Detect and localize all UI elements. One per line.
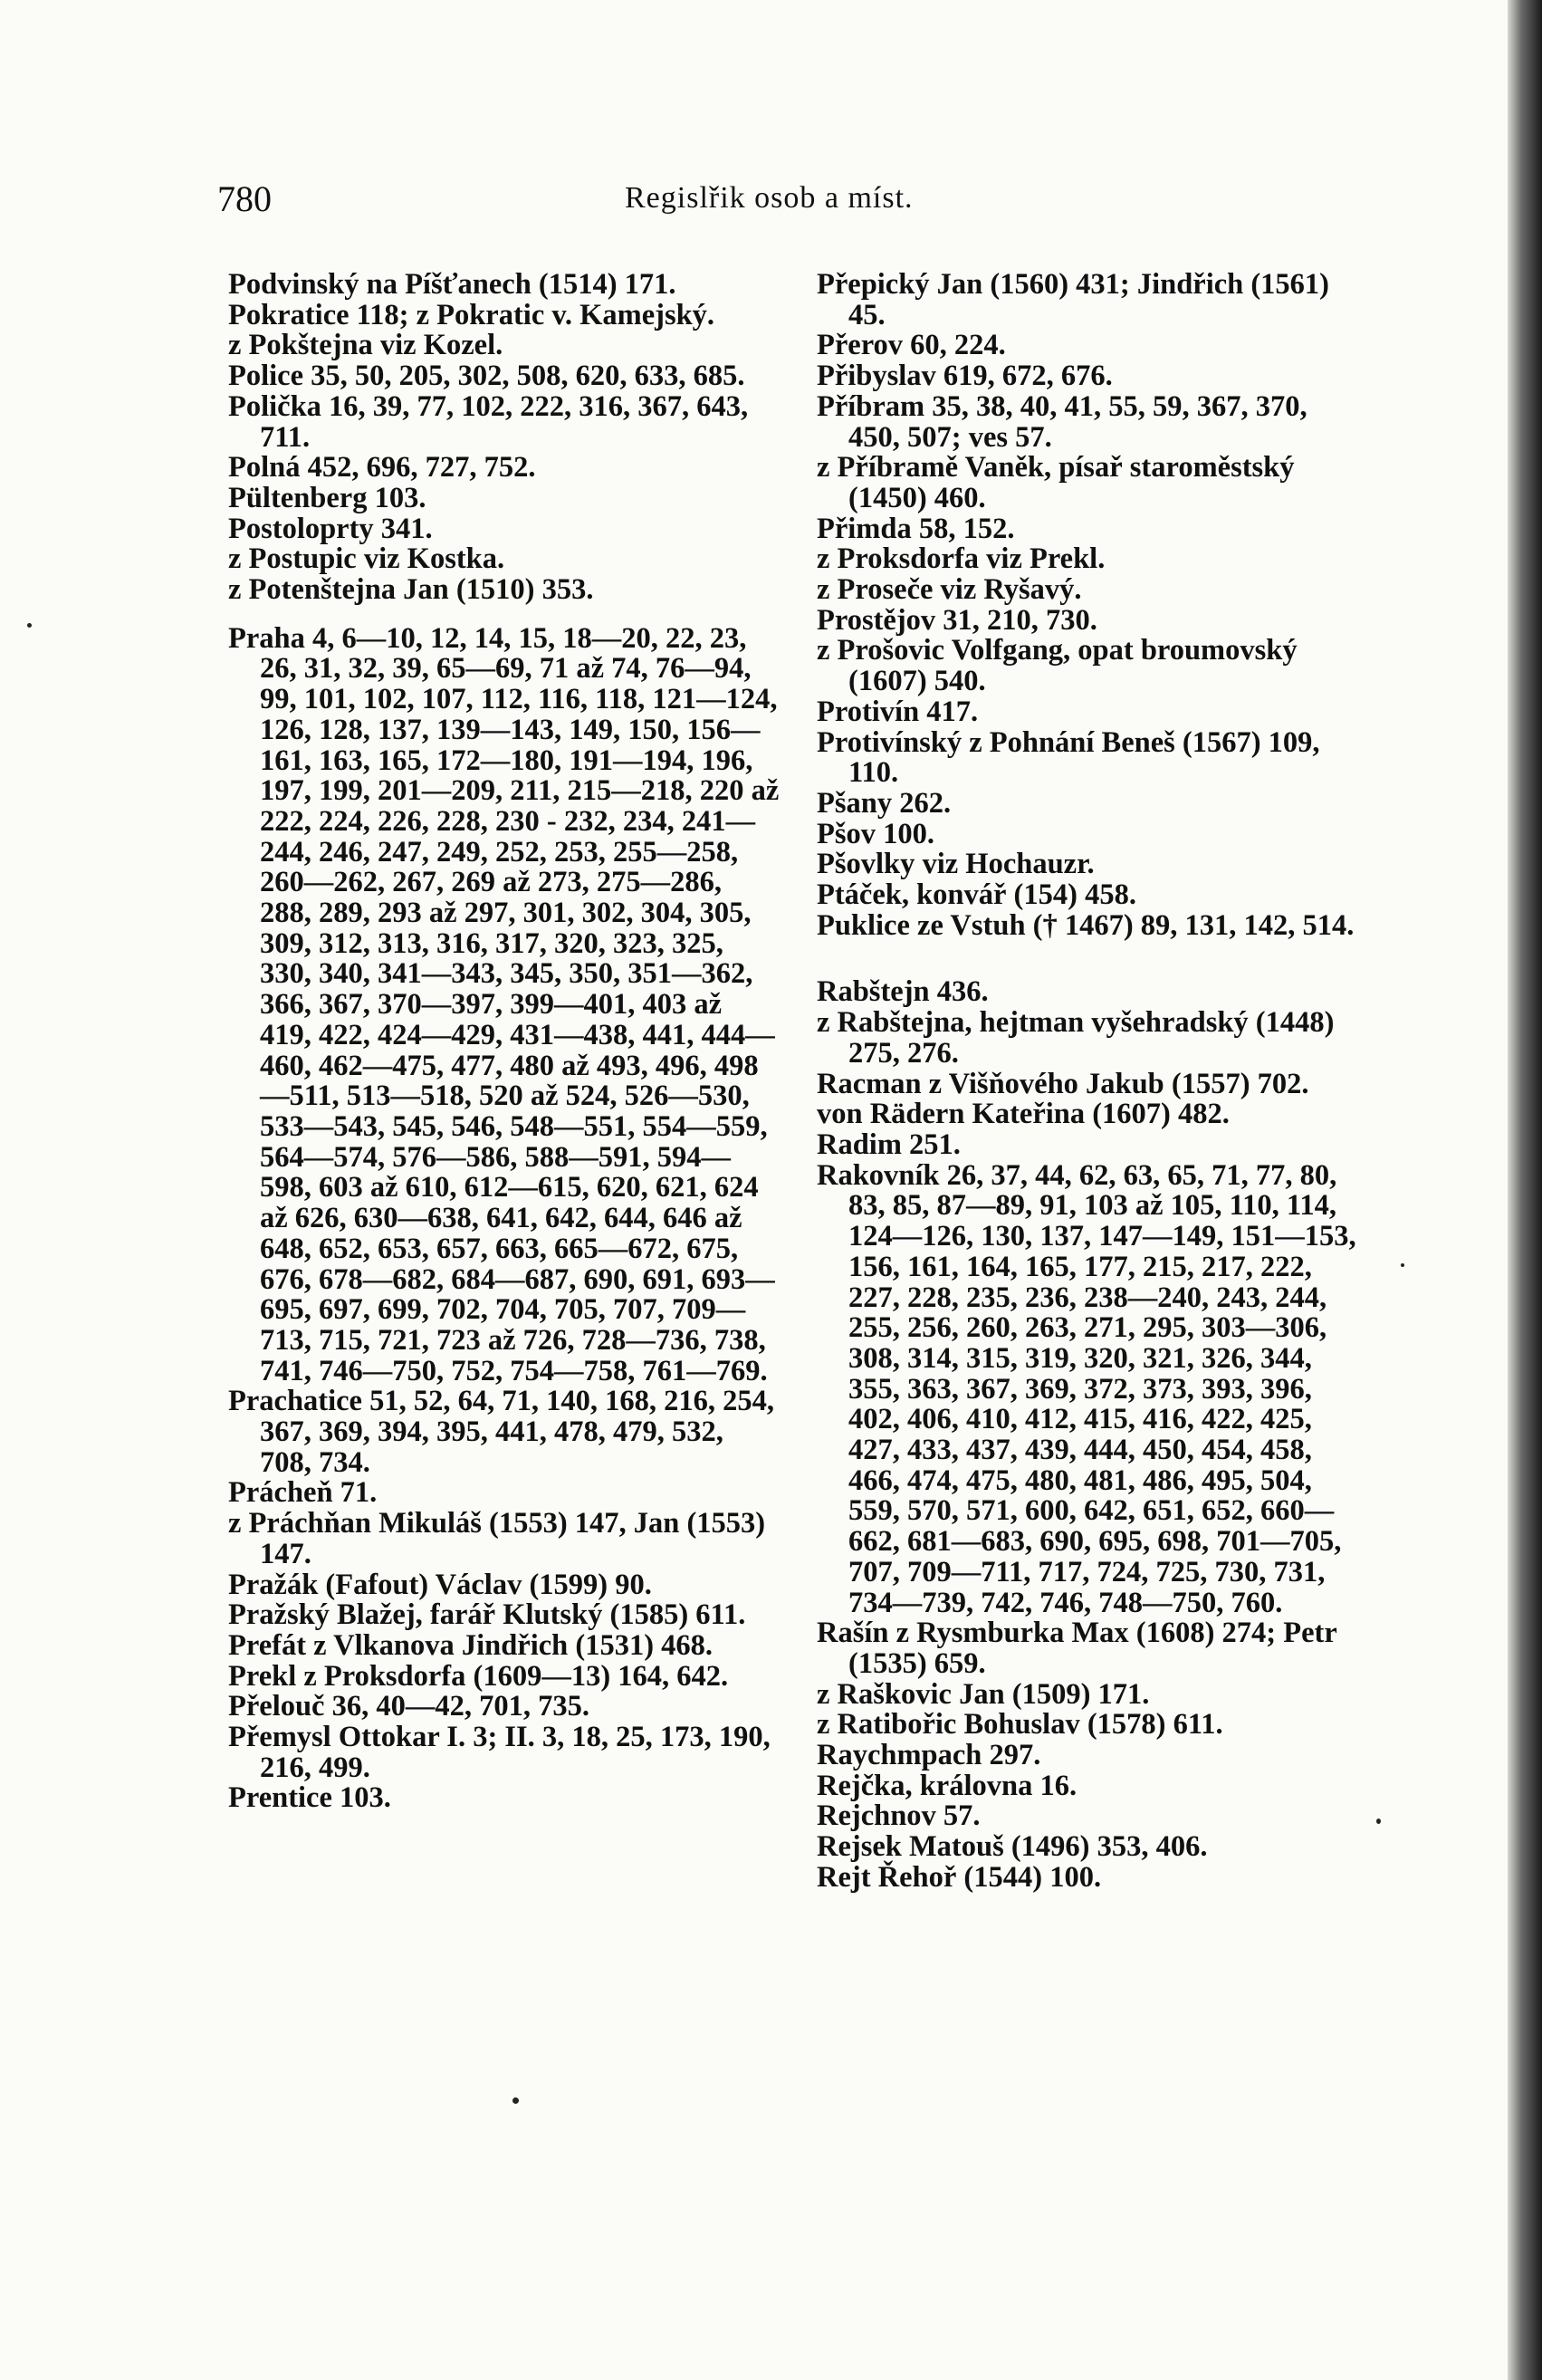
- index-entry: Praha 4, 6—10, 12, 14, 15, 18—20, 22, 23, 26, 31, 32, 39, 65—69, 71 až 74, 76—94, 99, 101, 102, 107, 112, 116, 118, 121—124, 126, 128, 137, 139—143, 149, 150, 156—161, 163, 165, 172—180, 191—194, 196, 197, 199, 201—209, 211, 215—218, 220 až 222, 224, 226, 228, 230 - 232, 234, 241—244, 246, 247, 249, 252, 253, 255—258, 260—262, 267, 269 až 273, 275—286, 288, 289, 293 až 297, 301, 302, 304, 305, 309, 312, 313, 316, 317, 320, 323, 325, 330, 340, 341—343, 345, 350, 351—362, 366, 367, 370—397, 399—401, 403 až 419, 422, 424—429, 431—438, 441, 444—460, 462—475, 477, 480 až 493, 496, 498—511, 513—518, 520 až 524, 526—530, 533—543, 545, 546, 548—551, 554—559, 564—574, 576—586, 588—591, 594—598, 603 až 610, 612—615, 620, 621, 624 až 626, 630—638, 641, 642, 644, 646 až 648, 652, 653, 657, 663, 665—672, 675, 676, 678—682, 684—687, 690, 691, 693—695, 697, 699, 702, 704, 705, 707, 709—713, 715, 721, 723 až 726, 728—736, 738, 741, 746—750, 752, 754—758, 761—769.: [228, 621, 780, 1387]
- index-entry: Rašín z Rysmburka Max (1608) 274; Petr (1535) 659.: [817, 1617, 1337, 1680]
- index-entry: Přerov 60, 224.: [817, 329, 1006, 362]
- index-entry: Podvinský na Píšťanech (1514) 171.: [228, 268, 676, 301]
- index-entry: z Příbramě Vaněk, písař staroměstský (1450) 460.: [817, 451, 1295, 514]
- index-entry: Rejsek Matouš (1496) 353, 406.: [817, 1830, 1208, 1864]
- index-entry: Přimda 58, 152.: [817, 512, 1015, 545]
- index-entry: Prachatice 51, 52, 64, 71, 140, 168, 216, 254, 367, 369, 394, 395, 441, 478, 479, 532, 708, 734.: [228, 1385, 774, 1479]
- index-entry: Protivínský z Pohnání Beneš (1567) 109, 110.: [817, 725, 1320, 790]
- index-entry: Pražák (Fafout) Václav (1599) 90.: [228, 1568, 652, 1601]
- index-entry: Prácheň 71.: [228, 1476, 378, 1510]
- index-entry: z Potenštejna Jan (1510) 353.: [228, 573, 594, 607]
- index-entry: z Práchňan Mikuláš (1553) 147, Jan (1553) 147.: [228, 1507, 766, 1570]
- index-entry: Přibyslav 619, 672, 676.: [817, 360, 1113, 393]
- index-entry: Příbram 35, 38, 40, 41, 55, 59, 367, 370, 450, 507; ves 57.: [817, 389, 1307, 454]
- index-entry: Přepický Jan (1560) 431; Jindřich (1561) 45.: [817, 268, 1330, 331]
- index-entry: Prentice 103.: [228, 1781, 391, 1815]
- page-header: [217, 178, 1358, 232]
- index-entry: von Rädern Kateřina (1607) 482.: [817, 1098, 1230, 1131]
- index-entry: z Prošovic Volfgang, opat broumovský (1607) 540.: [817, 634, 1298, 698]
- index-entry: Ptáček, konvář (154) 458.: [817, 878, 1136, 912]
- index-entry: Rakovník 26, 37, 44, 62, 63, 65, 71, 77, 80, 83, 85, 87—89, 91, 103 až 105, 110, 114, 124—126, 130, 137, 147—149, 151—153, 156, 161, 164, 165, 177, 215, 217, 222, 227, 228, 235, 236, 238—240, 243, 244, 255, 256, 260, 263, 271, 295, 303—306, 308, 314, 315, 319, 320, 321, 326, 344, 355, 363, 367, 369, 372, 373, 393, 396, 402, 406, 410, 412, 415, 416, 422, 425, 427, 433, 437, 439, 444, 450, 454, 458, 466, 474, 475, 480, 481, 486, 495, 504, 559, 570, 571, 600, 642, 651, 652, 660—662, 681—683, 690, 695, 698, 701—705, 707, 709—711, 717, 724, 725, 730, 731, 734—739, 742, 746, 748—750, 760.: [817, 1158, 1356, 1619]
- index-entry: Rejčka, královna 16.: [817, 1769, 1077, 1802]
- index-entry: z Raškovic Jan (1509) 171.: [817, 1677, 1150, 1711]
- running-head: Regislřik osob a míst.: [625, 181, 914, 215]
- index-entry: Pültenberg 103.: [228, 481, 426, 514]
- index-column-left: [228, 270, 781, 1814]
- index-entry: Rabštejn 436.: [817, 975, 989, 1009]
- index-entry: Pšov 100.: [817, 817, 934, 850]
- index-entry: Police 35, 50, 205, 302, 508, 620, 633, 685.: [228, 360, 745, 393]
- index-entry: Postoloprty 341.: [228, 512, 433, 545]
- index-entry: Pražský Blažej, farář Klutský (1585) 611.: [228, 1598, 746, 1632]
- index-entry: z Rabštejna, hejtman vyšehradský (1448) 275, 276.: [817, 1006, 1335, 1070]
- print-speck: [1376, 1819, 1381, 1824]
- index-entry: Pšany 262.: [817, 786, 952, 820]
- index-entry: z Postupic viz Kostka.: [228, 542, 505, 576]
- page-edge-shadow: [1508, 0, 1542, 2380]
- index-entry: z Proksdorfa viz Prekl.: [817, 542, 1106, 576]
- index-entry: Prekl z Proksdorfa (1609—13) 164, 642.: [228, 1659, 729, 1693]
- index-entry: Racman z Višňového Jakub (1557) 702.: [817, 1067, 1309, 1100]
- index-entry: Protivín 417.: [817, 695, 979, 728]
- print-speck: [1401, 1263, 1404, 1267]
- index-entry: z Ratibořic Bohuslav (1578) 611.: [817, 1708, 1223, 1742]
- index-entry: Radim 251.: [817, 1128, 961, 1161]
- index-entry: z Pokštejna viz Kozel.: [228, 329, 503, 362]
- index-entry: Prefát z Vlkanova Jindřich (1531) 468.: [228, 1628, 714, 1662]
- index-entry: Polička 16, 39, 77, 102, 222, 316, 367, 643, 711.: [228, 389, 749, 454]
- index-entry: Rejt Řehoř (1544) 100.: [817, 1860, 1102, 1894]
- index-entry: z Proseče viz Ryšavý.: [817, 573, 1082, 607]
- page-number: 780: [217, 178, 272, 219]
- index-entry: Polná 452, 696, 727, 752.: [228, 451, 536, 485]
- print-speck: [27, 623, 32, 628]
- index-entry: Puklice ze Vstuh († 1467) 89, 131, 142, 514.: [817, 908, 1355, 942]
- print-speck: [512, 2097, 519, 2104]
- index-entry: Přemysl Ottokar I. 3; II. 3, 18, 25, 173, 190, 216, 499.: [228, 1721, 771, 1784]
- index-entry: Pšovlky viz Hochauzr.: [817, 848, 1095, 881]
- index-entry: Raychmpach 297.: [817, 1739, 1041, 1772]
- index-column-right: [817, 270, 1365, 1894]
- index-entry: Prostějov 31, 210, 730.: [817, 603, 1097, 637]
- index-entry: Rejchnov 57.: [817, 1799, 981, 1833]
- index-entry: Pokratice 118; z Pokratic v. Kamejský.: [228, 298, 715, 331]
- index-entry: Přelouč 36, 40—42, 701, 735.: [228, 1690, 589, 1723]
